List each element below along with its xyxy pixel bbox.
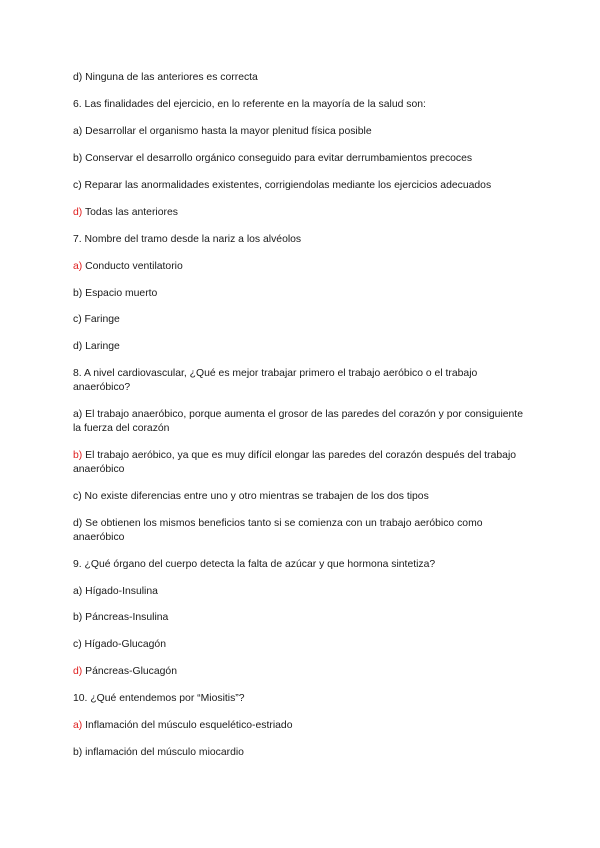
- answer-letter: a): [73, 720, 83, 731]
- answer-q10-a: [73, 719, 533, 733]
- question-text: 6. Las finalidades del ejercicio, en lo referente en la mayoría de la salud son:: [73, 99, 426, 110]
- question-6: [73, 98, 533, 112]
- answer-q9-c: [73, 638, 533, 652]
- answer-letter: a): [73, 409, 83, 420]
- answer-text: Reparar las anormalidades existentes, corrigiendolas mediante los ejercicios adecuados: [81, 180, 492, 191]
- answer-letter: b): [73, 153, 83, 164]
- answer-letter: a): [73, 126, 83, 137]
- answer-q9-b: [73, 611, 533, 625]
- answer-q8-b: [73, 449, 533, 477]
- answer-letter: d): [73, 207, 83, 218]
- answer-text: Faringe: [81, 314, 120, 325]
- answer-text: Conducto ventilatorio: [82, 261, 183, 272]
- answer-text: Laringe: [82, 341, 120, 352]
- answer-q9-a: [73, 585, 533, 599]
- answer-text: Hígado-Insulina: [82, 586, 158, 597]
- answer-letter: a): [73, 586, 83, 597]
- answer-letter: d): [73, 72, 83, 83]
- answer-q7-a: [73, 260, 533, 274]
- answer-text: Espacio muerto: [82, 288, 158, 299]
- question-9: [73, 558, 533, 572]
- answer-q6-d: [73, 206, 533, 220]
- answer-q8-a: [73, 408, 533, 436]
- answer-q8-c: [73, 490, 533, 504]
- answer-letter: b): [73, 747, 83, 758]
- answer-text: Se obtienen los mismos beneficios tanto si se comienza con un trabajo aeróbico como anaeróbico: [73, 518, 483, 543]
- answer-q9-d: [73, 665, 533, 679]
- answer-text: inflamación del músculo miocardio: [82, 747, 244, 758]
- answer-q8-d: [73, 517, 533, 545]
- answer-letter: c): [73, 639, 82, 650]
- answer-text: El trabajo anaeróbico, porque aumenta el grosor de las paredes del corazón y por consiguiente la fuerza del corazón: [73, 409, 523, 434]
- answer-q10-b: [73, 746, 533, 760]
- answer-text: Conservar el desarrollo orgánico conseguido para evitar derrumbamientos precoces: [82, 153, 473, 164]
- answer-q6-b: [73, 152, 533, 166]
- answer-letter: d): [73, 666, 83, 677]
- answer-q6-c: [73, 179, 533, 193]
- question-10: [73, 692, 533, 706]
- question-8: [73, 367, 533, 395]
- answer-q7-c: [73, 313, 533, 327]
- answer-letter: b): [73, 612, 83, 623]
- answer-letter: d): [73, 341, 83, 352]
- question-text: 8. A nivel cardiovascular, ¿Qué es mejor trabajar primero el trabajo aeróbico o el trabajo anaeróbico?: [73, 368, 478, 393]
- answer-q7-b: [73, 287, 533, 301]
- answer-q5-d: [73, 71, 533, 85]
- answer-q7-d: [73, 340, 533, 354]
- answer-text: Ninguna de las anteriores es correcta: [82, 72, 258, 83]
- answer-q6-a: [73, 125, 533, 139]
- answer-text: Todas las anteriores: [82, 207, 178, 218]
- answer-letter: c): [73, 180, 82, 191]
- question-text: 7. Nombre del tramo desde la nariz a los alvéolos: [73, 234, 302, 245]
- answer-text: Desarrollar el organismo hasta la mayor plenitud física posible: [82, 126, 372, 137]
- question-text: 10. ¿Qué entendemos por “Miositis”?: [73, 693, 245, 704]
- answer-text: Páncreas-Insulina: [82, 612, 169, 623]
- question-7: [73, 233, 533, 247]
- answer-letter: d): [73, 518, 83, 529]
- answer-text: Hígado-Glucagón: [81, 639, 166, 650]
- question-text: 9. ¿Qué órgano del cuerpo detecta la falta de azúcar y que hormona sintetiza?: [73, 559, 436, 570]
- answer-letter: b): [73, 288, 83, 299]
- answer-letter: a): [73, 261, 83, 272]
- answer-text: Páncreas-Glucagón: [82, 666, 177, 677]
- answer-text: Inflamación del músculo esquelético-estriado: [82, 720, 293, 731]
- answer-letter: b): [73, 450, 83, 461]
- answer-text: No existe diferencias entre uno y otro mientras se trabajen de los dos tipos: [81, 491, 429, 502]
- answer-letter: c): [73, 314, 82, 325]
- answer-letter: c): [73, 491, 82, 502]
- answer-text: El trabajo aeróbico, ya que es muy difícil elongar las paredes del corazón después del trabajo anaeróbico: [73, 450, 517, 475]
